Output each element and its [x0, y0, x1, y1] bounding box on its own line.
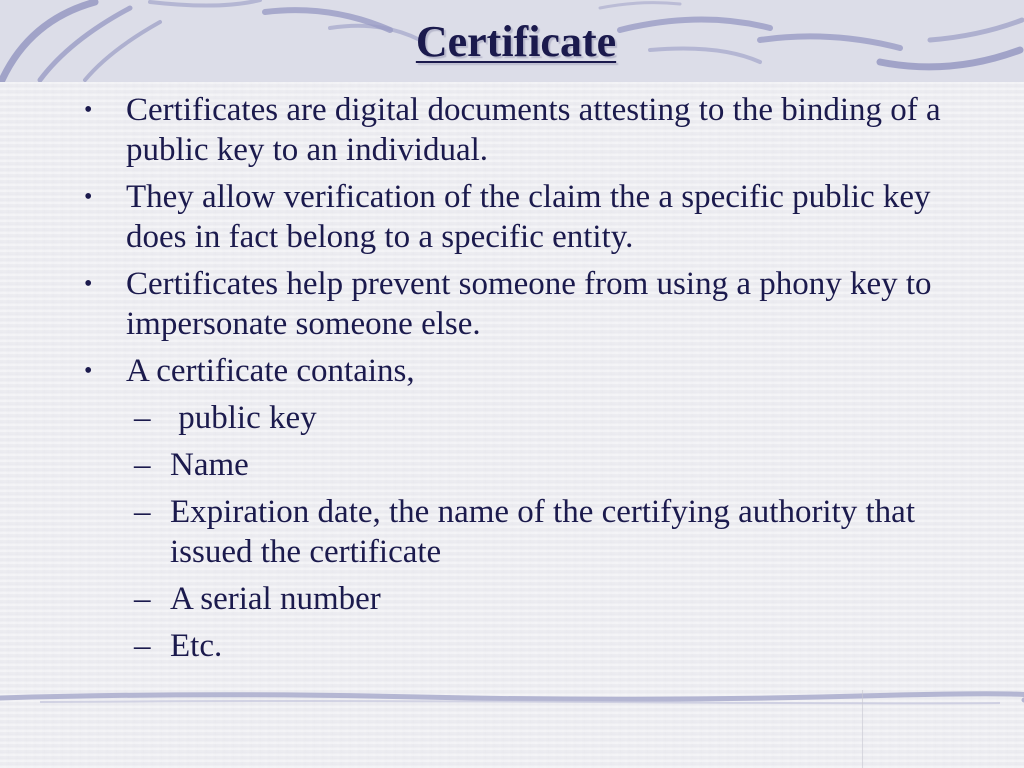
bullet-item: [84, 351, 944, 391]
sub-item: [84, 445, 944, 485]
bullet-marker: •: [84, 271, 93, 297]
sub-item: [84, 492, 944, 572]
bullet-text: Certificates help prevent someone from using a phony key to impersonate someone else.: [126, 266, 932, 342]
sub-item: [84, 579, 944, 619]
bullet-item: [84, 177, 944, 257]
bullet-text: A certificate contains,: [126, 353, 415, 389]
decorative-footer-line: [0, 688, 1024, 708]
dash-marker: –: [134, 628, 151, 664]
dash-marker: –: [134, 400, 151, 436]
bullet-item: [84, 90, 944, 170]
sub-item-text: public key: [170, 400, 317, 436]
bullet-text: Certificates are digital documents attesting to the binding of a public key to an individual.: [126, 92, 941, 168]
sub-item: [84, 626, 944, 666]
bullet-marker: •: [84, 97, 93, 123]
bullet-marker: •: [84, 358, 93, 384]
bullet-marker: •: [84, 184, 93, 210]
dash-marker: –: [134, 494, 151, 530]
sub-item: [84, 398, 944, 438]
bullet-text: They allow verification of the claim the a specific public key does in fact belong to a specific entity.: [126, 179, 931, 255]
bullet-item: [84, 264, 944, 344]
slide-title: Certificate: [415, 17, 617, 66]
sub-item-text: Etc.: [170, 628, 223, 664]
divider: [862, 690, 863, 768]
sub-item-text: A serial number: [170, 581, 381, 617]
dash-marker: –: [134, 447, 151, 483]
bullet-list: [84, 90, 944, 673]
dash-marker: –: [134, 581, 151, 617]
sub-item-text: Name: [170, 447, 249, 483]
sub-item-text: Expiration date, the name of the certifying authority that issued the certificate: [170, 494, 915, 570]
